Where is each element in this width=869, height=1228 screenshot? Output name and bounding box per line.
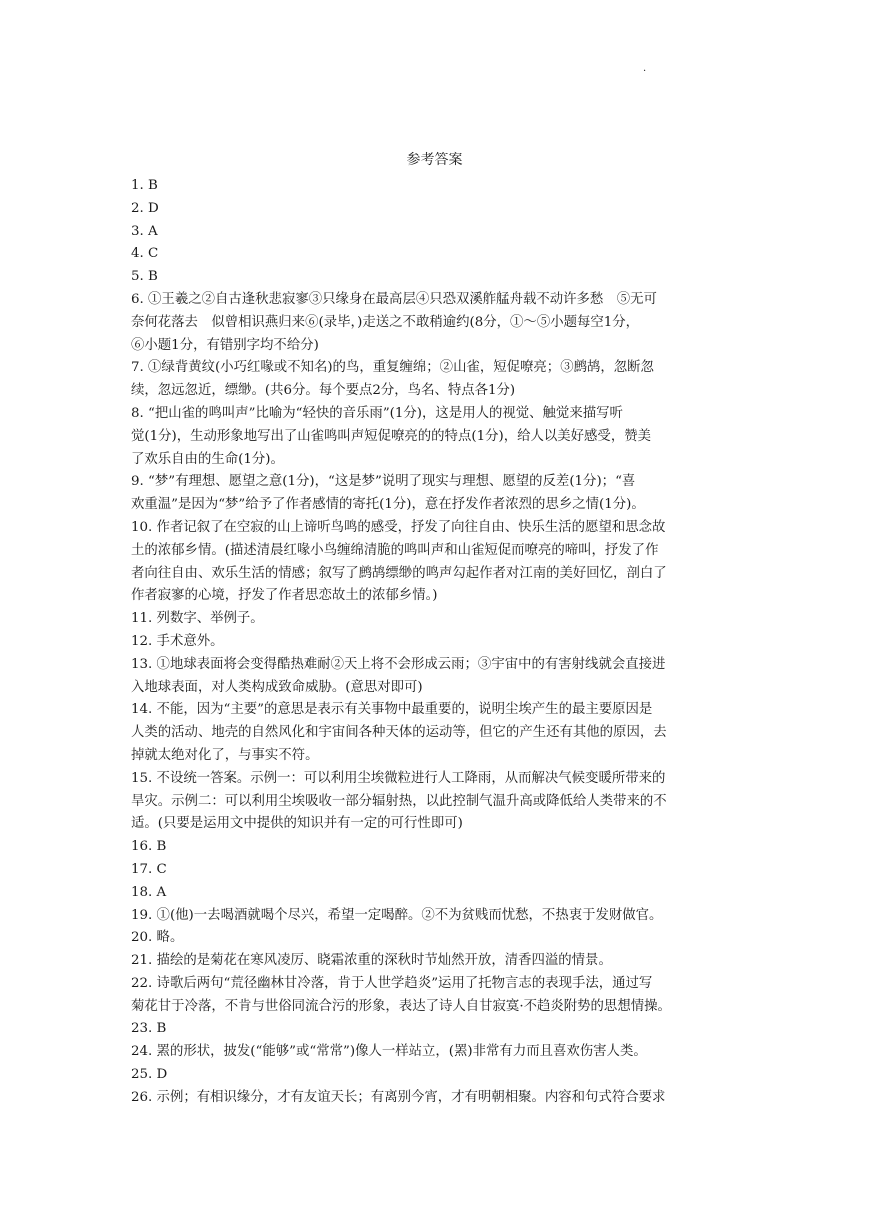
answer-line: 9. “梦”有理想、愿望之意(1分)，“这是梦”说明了现实与理想、愿望的反差(1分)；“喜 [131, 474, 636, 490]
answer-line: 23. B [131, 1021, 167, 1037]
answer-line: 了欢乐自由的生命(1分)。 [131, 451, 284, 467]
answer-line: 作者寂寥的心境，抒发了作者思恋故土的浓郁乡情。) [131, 588, 438, 604]
answer-line: 者向往自由、欢乐生活的情感；叙写了鹧鸪缥缈的鸣声勾起作者对江南的美好回忆，剖白了 [131, 565, 667, 581]
answer-line: 奈何花落去 似曾相识燕归来⑥(录毕，)走送之不敢稍逾约(8分，①～⑤小题每空1分， [131, 314, 640, 330]
answer-line: ⑥小题1分，有错别字均不给分) [131, 337, 319, 353]
answer-line: 22. 诗歌后两句“荒径幽林甘冷落，肯于人世学趋炎”运用了托物言志的表现手法，通过写 [131, 975, 653, 991]
answer-line: 菊花甘于冷落，不肯与世俗同流合污的形象，表达了诗人自甘寂寞·不趋炎附势的思想情操。 [131, 998, 671, 1014]
answer-line: 4. C [131, 246, 159, 262]
answer-line: 入地球表面，对人类构成致命威胁。(意思对即可) [131, 679, 423, 695]
answer-line: 25. D [131, 1067, 168, 1083]
answer-line: 15. 不设统一答案。示例一：可以利用尘埃微粒进行人工降雨，从而解决气候变暖所带来的 [131, 770, 666, 786]
answer-line: 掉就太绝对化了，与事实不符。 [131, 747, 319, 763]
answer-line: 土的浓郁乡情。(描述清晨红喙小鸟缠绵清脆的鸣叫声和山雀短促而嘹亮的啼叫，抒发了作 [131, 542, 659, 558]
answer-line: 续，忽远忽近，缥缈。(共6分。每个要点2分，鸟名、特点各1分) [131, 383, 516, 399]
answer-line: 18. A [131, 884, 167, 900]
answer-line: 7. ①绿背黄纹(小巧红喙或不知名)的鸟，重复缠绵；②山雀，短促嘹亮；③鹧鸪，忽断忽 [131, 360, 654, 376]
answer-line: 14. 不能，因为“主要”的意思是表示有关事物中最重要的，说明尘埃产生的最主要原因是 [131, 702, 653, 718]
answer-line: 3. A [131, 223, 158, 239]
answer-line: 19. ①(他)一去喝酒就喝个尽兴，希望一定喝醉。②不为贫贱而忧愁，不热衷于发财做官。 [131, 907, 663, 923]
answer-line: 11. 列数字、举例子。 [131, 611, 264, 627]
answer-line: 26. 示例；有相识缘分，才有友谊天长；有离别今宵，才有明朝相聚。内容和句式符合要求 [131, 1089, 666, 1105]
answer-line: 17. C [131, 861, 167, 877]
answer-line: 6. ①王羲之②自古逢秋悲寂寥③只缘身在最高层④只恐双溪舴艋舟载不动许多愁 ⑤无可 [131, 291, 657, 307]
answer-line: 2. D [131, 200, 159, 216]
answer-line: 10. 作者记叙了在空寂的山上谛听鸟鸣的感受，抒发了向往自由、快乐生活的愿望和思念故 [131, 519, 666, 535]
answer-line: 20. 略。 [131, 930, 184, 946]
header-dot: . [643, 63, 647, 74]
answer-line: 1. B [131, 178, 158, 193]
answer-line: 觉(1分)，生动形象地写出了山雀鸣叫声短促嘹亮的的特点(1分)，给人以美好感受，赞美 [131, 428, 651, 444]
answer-line: 21. 描绘的是菊花在寒风凌厉、晓霜浓重的深秋时节灿然开放，清香四溢的情景。 [131, 953, 612, 969]
page-title: 参考答案 [406, 152, 463, 168]
answer-line: 12. 手术意外。 [131, 633, 224, 649]
answer-line: 5. B [131, 269, 158, 285]
answer-line: 旱灾。示例二：可以利用尘埃吸收一部分辐射热，以此控制气温升高或降低给人类带来的不 [131, 793, 667, 809]
answer-line: 16. B [131, 839, 167, 855]
answer-line: 8. “把山雀的鸣叫声”比喻为“轻快的音乐雨”(1分)，这是用人的视觉、触觉来描写听 [131, 405, 623, 421]
answer-line: 人类的活动、地壳的自然风化和宇宙间各种天体的运动等，但它的产生还有其他的原因，去 [131, 725, 667, 741]
answer-line: 欢重温”是因为“梦”给予了作者感情的寄托(1分)，意在抒发作者浓烈的思乡之情(1分)。 [131, 497, 645, 513]
answer-line: 24. 罴的形状，披发(“能够”或“常常”)像人一样站立，(罴)非常有力而且喜欢伤害人类。 [131, 1044, 647, 1060]
answer-list [131, 175, 745, 1110]
answer-line: 适。(只要是运用文中提供的知识并有一定的可行性即可) [131, 816, 463, 832]
answer-line: 13. ①地球表面将会变得酷热难耐②天上将不会形成云雨；③宇宙中的有害射线就会直接进 [131, 656, 666, 672]
